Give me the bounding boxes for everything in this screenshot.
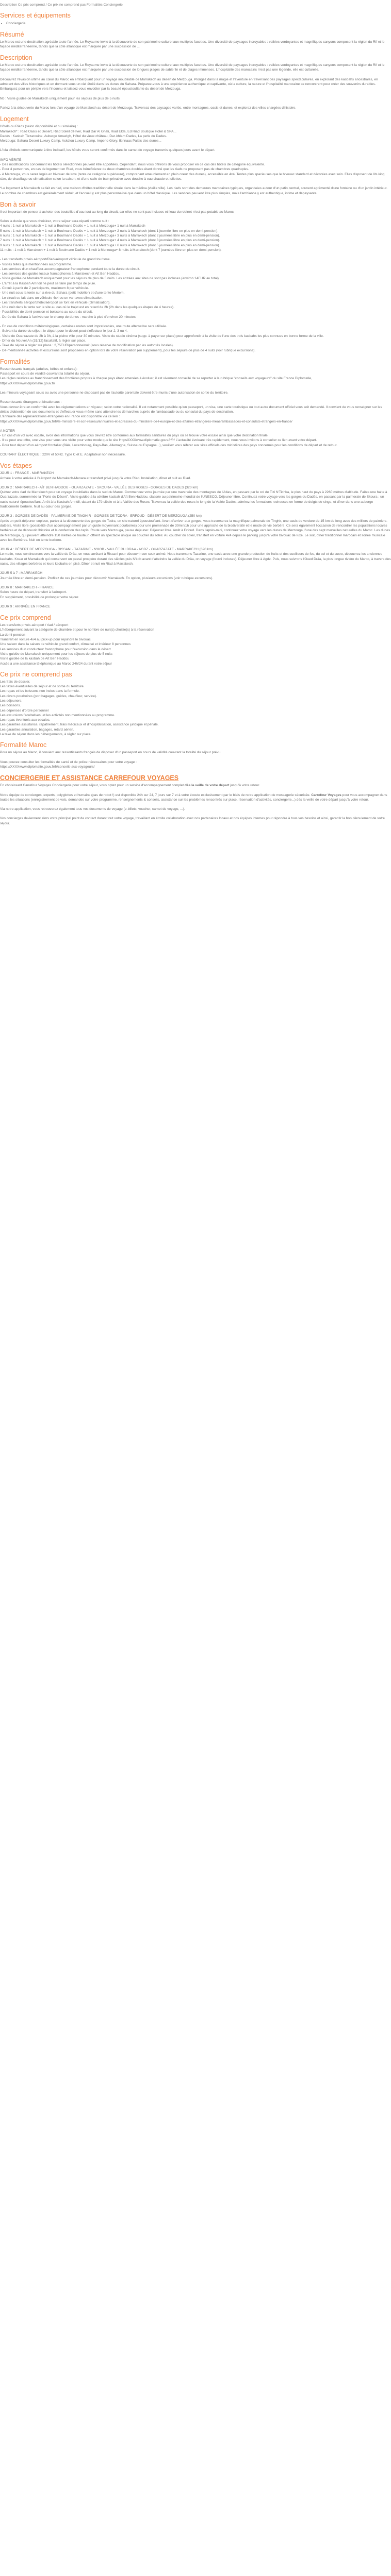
description-paragraph: Partez à la découverte du Maroc lors d'un voyage de Marrakech au désert de Merzouga. Traversez des paysages variés, entre montagnes, oasis et dunes, et explorez des villes chargées d'histoire. [0,106,297,110]
list-item: Les repas et les boissons non inclus dans la formule. [0,689,80,693]
list-item: Les divers pourboires (port bagages, guides, chauffeur, service). [0,694,97,698]
service-item: • Conciergerie [6,21,391,26]
services-list [6,21,391,26]
list-item: Visite guidée de la kasbah de Aït Ben Haddou [0,657,70,661]
description-paragraph: Le Maroc est une destination agréable toute l'année. Le Royaume invite à la découverte de son patrimoine culturel aux multiples facettes. Une diversité de paysages incroyables : vallées verdoyantes et magnifiques canyons composent la région du Rif et le façade méditerranéenne, tandis que la côte atlantique est marquée par une succession de longues plages de sable fin et de plages immenses. L'hospitalité des marocains n'est pas une légende, elle est culturelle. [0,63,385,72]
day-text: Après un petit-déjeuner copieux, partez à la découverte des gorges de Todra, un site naturel époustouflant. Avant d'arriver aux gorges, vous traverserez la magnifique palmeraie de Tinghir, une oasis de verdure de 15 km de long avec des milliers de palmiers-dattiers. Visite libre (possibilité d'un accompagnement par un guide moyennant pourboires) pour une promenade de 30min/1h pour une approche de la biodiversité et le mode de vie berbère. Ce sera également l'occasion de rencontrer les populations locales berbères et de découvrir l'histoire et la confection des tapis. Route vers Merzouga, pause déjeuner. Déjeuner libre. Arrêt à Erfoud. Dans l'après-midi, continuez votre voyage vers les dunes de Merzouga, l'une des sept merveilles naturelles du Maroc. Les dunes de Merzouga, qui peuvent atteindre 150 mètres de hauteur, offrent un spectacle unique au coucher du soleil. Au coucher du soleil, transfert en voiture 4x4 depuis le parking jusqu'à votre bivouac de luxe. Le soir, dîner traditionnel marocain et soirée musicale avec les Berbères. Nuit en tente berbère. [0,519,390,542]
bon-a-savoir-paragraph: Il est important de penser à acheter des bouteilles d'eau tout au long du circuit, car elles ne sont pas incluses et l'eau du robinet n'est pas potable au Maroc. [0,210,235,214]
day-text: Selon heure de départ, transfert à l'aéroport. En supplément, possibilité de prolonger votre séjour. [0,590,79,599]
services-title: Services et équipements [0,12,71,20]
bon-a-savoir-paragraph: - Les transferts privés aéroport/Riad/aéroport véhicule de grand tourisme. - Visites telles que mentionnées au programme. - Les services d'un chauffeur-accompagnateur francophone pendant toute la durée du circuit. - Les services des guides locaux francophones à Marrakech et Aït Ben Haddou. - Visite guidée de Marrakech uniquement pour les séjours de plus de 5 nuits. Les entrées aux sites ne sont pas incluses (environ 14EUR au total) - L'arrêt à la Kasbah Amridil ne peut se faire par temps de pluie. - Circuit à partir de 2 participants, maximum 8 par véhicule. - Une nuit sous la tente sur la rive du Sahara (petit mobilier) et d'une tente Meriem. - Le circuit se fait dans un véhicule 4x4 ou un van avec climatisation. - Les transferts aéroport/hôtel/aéroport se font en véhicule (climatisation). - Une nuit dans la tente sur le site au cas où le trajet est en retard de 2h (2h dans les quelques étapes de 4 heures). - Possibilités de demi-pension et boissons au cours du circuit. - Durée du Sahara à l'arrivée sur le champ de dunes : marche à pied d'environ 20 minutes. [0,258,219,319]
logement-paragraph: *Le logement à Marrakech se fait en riad, une maison d'hôtes traditionnelle située dans la médina (vieille ville). Les riads sont des demeures marocaines typiques, organisées autour d'un patio central, souvent agrémenté d'une fontaine ou d'un jardin intérieur. Le nombre de chambres est généralement réduit, et l'accueil y est plus personnalisé que dans un hôtel classique. Les services peuvent être plus simples, mais l'ambiance y est authentique, intime et dépaysante. [0,187,387,195]
day-text: Quittez votre riad de Marrakech pour un voyage inoubliable dans le sud du Maroc. Commencez votre journée par une traversée des montagnes de l'Atlas, en passant par le col de Tizi N'Tichka, le plus haut du pays à 2260 mètres d'altitude. Faites une halte à Ouarzazate, surnommée la "Porte du Désert". Visite guidée à la célèbre kasbah d'Aït Ben Haddou, classée au patrimoine mondial de l'UNESCO. Déjeuner libre. Continuez votre voyage vers les gorges du Dadès, en passant par la palmeraie de Skoura ; un oasis naturel époustouflant. Arrêt à la Kasbah Amridil, datant du 17è siècle et à la Vallée des Roses. Traversez la vallée des roses le long de la Vallée Dadès, admirez les formations rocheuses en forme de doigts de singe, et dîner dans une auberge traditionnelle berbère. Nuit au cœur des gorges. [0,490,387,509]
formalites-paragraph: Ressortissants étrangers et binationaux : Vous devrez être en conformité avec les réglementations en vigueur, selon votre nationalité. Il est notamment possible qu'un passeport, un visa, une carte touristique ou tout autre document officiel vous soit demandé. Il convient de vous renseigner sur les délais d'obtention de ces documents et d'effectuer vous-même sans attendre les démarches auprès de l'ambassade ou du consulat du pays de destination. L'annuaire des représentations étrangères en France est disponible via ce lien : https://XXXXwww.diplomatie.gouv.fr/fr/le-ministere-et-son-reseau/annuaires-et-adresses-du-ministere-de-l-europe-et-des-affaires-etrangeres-meae/ambassades-et-consulats-etrangers-en-france/ [0,400,382,423]
conciergerie-paragraph [0,783,391,788]
formalite-maroc-title: Formalité Maroc [0,741,47,749]
vos-etapes-title: Vos étapes [0,462,32,470]
formalites-title: Formalités [0,358,30,365]
day-heading: JOUR 9 : ARRIVÉE EN FRANCE [0,604,51,608]
bon-a-savoir-title: Bon à savoir [0,200,36,208]
day-text: Le matin, nous continuerons vers la vallée du Drâa, en vous arrêtant à Rissani pour découvrir son souk animé. Nous traversons Tazarine, une oasis avec une grande production de fruits et des cueilleurs de foc, du sel et du sucre, découvrez les anciennes kasbahs. Kssar et Marrakech qui conservent un passé prospère durant des siècles puis N'kob avant d'atteindre la vallée du Drâa, on voyage (fourni incluses). Déjeuner libre à Agdz. Puis, nous suivrons l'Oued Drâa, la plus longue rivière du Maroc, à travers des oasis, des villages berbères et leurs ksobahs en pisé. Dîner et nuit en Riad à Marrakech. [0,552,391,566]
ce-prix-comprend-title: Ce prix comprend [0,614,51,622]
bon-a-savoir-paragraph: - En cas de conditions météorologiques, certaines routes sont impraticables, une route alternative sera utilisée. - Suivant la durée du séjour, le départ pour le désert peut s'effectuer le jour 2, 3 ou 4. - Visite de Ouarzazate de 2h à 3h, à la pleine ville pour 30 minutes. Visite du studio cinéma (supp. à payer sur place) pour approfondir à la visite de l'une des trois kasbahs les plus connues en bonne forme de la ville. - Dîner du Nouvel An (31/12) facultatif, à régler sur place. - Taxe de séjour à régler sur place : 2,75EUR/personne/nuit (sous réserve de modification par les autorités locales). - Dé-mentionnée activités et excursions sont proposées en option lors de votre réservation (en supplément), pour les séjours de plus de 4 nuits (voir rubrique excursions). [0,325,324,352]
formalite-maroc-paragraph: Vous pouvez consulter les formalités de santé et de police nécessaires pour votre voyage : https://XXXXwww.diplomatie.gouv.fr/fr/conseils-aux-voyageurs/ [0,760,137,769]
list-item: Les boissons. [0,704,21,708]
conciergerie-text: pour vous accompagner dans toutes les situations (enregistrement de vols, demandes sur votre programme, renseignements & conseils, assistance sur les problèmes rencontrés sur place, réservation d'activités, conciergerie...) dès la veille de votre départ jusqu'à votre retour. [0,793,387,802]
day-block [0,485,391,509]
conciergerie-paragraph [0,793,391,803]
day-heading: JOUR 1 : FRANCE - MARRAKECH [0,471,54,476]
list-item: Les taxes éventuelles de séjour et de sortie du territoire. [0,685,85,689]
formalites-paragraph: A NOTER - En cas d'un vol avec escale, avoir des informations que vous devrez être conformes aux formalités sanitaires du pays où se trouve votre escale ainsi que votre destination finale. - Il se peut une offre, une visa pour vous une visite pour votre mode que le site HttpsXXXXwww.diplomatie.gouv.fr/fr/ L'actualité évoluant très rapidement, nous vous invitons à consulter ce lien avant votre départ. - Pour tout départ d'un aéroport frontalier (Bâle, Luxembourg, Pays-Bas, Allemagne, Suisse ou Espagne...), veuillez vous référer aux sites officiels des ministères des pays concernés pour les conditions de départ et de retour. [0,429,337,447]
ce-prix-comprend-list [0,623,391,666]
day-text: Arrivée à votre arrivée à l'aéroport de Marrakech-Menara et transfert privé jusqu'à votre Riad. Installation, dîner et nuit au Riad. [0,476,191,480]
description-note: Nb : Visite guidée de Marrakech uniquement pour les séjours de plus de 5 nuits [0,96,120,100]
list-item: Les excursions facultatives, et les activités non mentionnées au programme. [0,713,115,717]
ce-prix-ne-comprend-pas-list [0,680,391,737]
day-block [0,514,391,543]
logement-paragraph: L'Icla d'hôtels communiquée à titre indicatif, les hôtels vous seront confirmés dans le carnet de voyage transmis quelques jours avant le départ. [0,148,216,152]
tab-links[interactable]: Description Ce prix comprend / Ce prix ne comprend pas Formalités Conciergerie [0,3,123,7]
list-item: Les déjeuners. [0,699,23,703]
list-item: Les dépenses d'ordre personnel [0,708,49,713]
day-heading: JOUR 5 à 7 : MARRAKECH [0,571,43,575]
conciergerie-text: jusqu'à votre retour. [229,784,260,788]
bon-a-savoir-paragraph: Selon la durée que vous choisirez, votre séjour sera réparti comme suit : 4 nuits : 1 nuit à Marrakech + 1 nuit à Boulmane Dadès + 1 nuit à Merzouga+ 1 nuit à Marrakech 5 nuits : 1 nuit à Marrakech + 1 nuit à Boulmane Dadès + 1 nuit à Merzouga+ 2 nuits à Marrakech (dont 1 journée libre en plus en demi-pension). 6 nuits : 1 nuit à Marrakech + 1 nuit à Boulmane Dadès + 1 nuit à Merzouga+ 3 nuits à Marrakech (dont 2 journées libre en plus en demi-pension). 7 nuits : 1 nuit à Marrakech + 1 nuit à Boulmane Dadès + 1 nuit à Merzouga+ 4 nuits à Marrakech (dont 3 journées libre en plus en demi-pension). 9 nuits : 1 nuit à Marrakech + 1 nuit à Boulmane Dadès + 1 nuit à Merzouga+ 6 nuits à Marrakech (dont 5 journées libre en plus en demi-pension). 11 nuits : 1 nuit à Marrakech + 1 nuit à Boulmane Dadès + 1 nuit à Merzouga+ 8 nuits à Marrakech (dont 7 journées libre en plus en demi-pension). [0,219,222,252]
formalites-paragraph: Les mineurs voyageant seuls ou avec une personne ne disposant pas de l'autorité parentale doivent être munis d'une autorisation de sortie du territoire. [0,391,229,395]
ce-prix-ne-comprend-pas-title: Ce prix ne comprend pas [0,670,72,678]
day-text: Journée libre en demi-pension. Profitez de ces journées pour découvrir Marrakech. En option, plusieurs excursions (voir rubrique excursions). [0,576,214,580]
list-item: La taxe de séjour dans les hébergements, à régler sur place. [0,733,92,737]
conciergerie-title: CONCIERGERIE ET ASSISTANCE CARREFOUR VOYAGES [0,774,179,782]
day-heading: JOUR 8 : MARRAKECH - FRANCE [0,585,54,589]
logement-paragraph: Hôtels ou Riads (selon disponibilité et ou similaire) : Marrakech* : Riad Oasis et Desert, Riad Soleil d'Hiver, Riad Dar Al Ghali, Riad Elda, Ed Riad Boutique Hotel & SPA... Dadès : Kasbah Tizzarouine, Auberge Amazigh, Hôtel du vieux château, Dar Ahlam Dades, La perle du Dades. Merzouga: Sahara Desert Luxury Camp, Ackdiou Luxury Camp, Imperio Glory, Iltinnaas Palais des dunes... [0,125,176,143]
day-heading: JOUR 4 : DÉSERT DE MERZOUGA - RISSANI - TAZARINE - N'KOB - VALLÉE DU DRAA - AGDZ - OUARZAZATE - MARRAKECH (620 km) [0,548,213,552]
day-block [0,547,391,566]
day-block [0,571,391,581]
conciergerie-paragraph: Via notre application, vous retrouverez également tous vos documents de voyage (e-billets, voucher, carnet de voyage, ...). [0,807,185,811]
list-item: Les repas éventuels aux escales. [0,718,51,722]
day-block [0,604,391,609]
list-item: Les frais de dossier. [0,680,30,684]
conciergerie-emphasis: Carrefour Voyages [311,793,341,797]
resume-paragraph: Le Maroc est une destination agréable toute l'année. Le Royaume invite à la découverte de son patrimoine culturel aux multiples facettes. Une diversité de paysages incroyables : vallées verdoyantes et magnifiques canyons composent la région du Rif et le façade méditerranéenne, tandis que la côte atlantique est marquée par une succession de ... [0,40,385,48]
conciergerie-paragraph: Vos concierges deviennent alors votre principal point de contact durant tout votre voyage, travaillant en étroite collaboration avec nos partenaires locaux et nos équipes internes pour répondre à tous vos besoins et ainsi, garantir la bon déroulement de votre séjour. [0,817,385,825]
list-item: Les services d'un conducteur francophone pour l'excursion dans le désert [0,647,111,651]
day-block [0,471,391,481]
list-item: Transfert en voiture 4x4 au pick-up pour rejoindre le bivouac [0,638,91,642]
page [0,3,391,826]
formalites-paragraph: Ressortissants français (adultes, bébés et enfants): Passeport en cours de validité couvrant la totalité du séjour. Les règles relatives au franchissement des frontières propres à chaque pays étant amenées à évoluer, il est vivement conseillé de se reporter à la rubrique "conseils aux voyageurs" du site France Diplomatie, https://XXXXwww.diplomatie.gouv.fr/ [0,367,313,385]
conciergerie-emphasis: dès la veille de votre départ [184,784,230,788]
day-heading: JOUR 3 : GORGES DE DADÈS - PALMERAIE DE TINGHIR - GORGES DE TODRA - ERFOUD - DÉSERT DE MERZOUGA (250 km) [0,514,202,518]
list-item: L'hébergement suivant la catégorie de chambre et pour le nombre de nuit(s) choisie(s) à la réservation [0,628,154,632]
formalites-paragraph: COURANT ÉLECTRIQUE : 220V et 50Hz. Type C et E. Adaptateur non nécessaire. [0,453,126,456]
list-item: Accès à une assistance téléphonique au Maroc 24h/24 durant votre séjour [0,662,112,666]
conciergerie-text: En choisissant Carrefour Voyages Conciergerie pour votre séjour, vous optez pour un service d'accompagnement complet [0,784,185,788]
resume-title: Résumé [0,30,24,38]
description-paragraph: Découvrez l'évasion ultime au cœur du Maroc en embarquant pour un voyage inoubliable de Marrakech au désert de Merzouga. Plongez dans la magie et l'aventure en traversant des paysages spectaculaires, en explorant des kasbahs ancestrales, en admirant des villes historiques et en dormant sous un ciel étoilé dans les dunes du Sahara. Préparez-vous à une expérience authentique et captivante, où la culture, la nature et l'hospitalité marocaine se rencontrent pour créer des souvenirs durables. Embarquez pour un périple vers l'inconnu et laissez-vous envoûter par la beauté époustouflante du désert de Merzouga. [0,77,378,91]
list-item: Visite guidée de Marrakech uniquement pour les séjours de plus de 5 nuits [0,652,112,656]
list-item: Les garanties assistance, rapatriement, frais médicaux et d'hospitalisation, assistance juridique et pénale. [0,723,159,727]
list-item: Les transferts privés aéroport / riad / aéroport [0,623,69,628]
list-item: Une saison dans la saison de véhicule grand confort, climatisé et intérieur 8 personnes [0,642,131,647]
conciergerie-text: Notre équipe de concierges, experts, polyglottes et humains (pas de robot !) est disponible 24h sur 24, 7 jours sur 7 et à votre écoute exclusivement par le biais de notre application de messagerie sécurisée. [0,793,312,797]
list-item: Les garanties annulation, bagages, retard aérien. [0,727,74,732]
day-block [0,585,391,600]
list-item: La demi-pension [0,633,25,637]
description-title: Description [0,54,32,62]
day-heading: JOUR 2 : MARRAKECH - AÏT BEN HADDOU - OUARZAZATE - SKOURA - VALLÉE DES ROSES - GORGES DE DADES (320 km) [0,485,199,489]
logement-paragraph: INFO VÉRITÉ - Des modifications concernant les hôtels sélectionnés peuvent être apportées. Cependant, nous vous offrirons de vous proposer en ce cas des hôtels de catégorie équivalente. - Pour 4 personnes, en cas de logement en Riad, vous bénéficierez de deux chambres doubles étant donné que les riads ne proposent pas de chambres quadruples. - A Merzouga, vous serez logés en bivouac de luxe (tente de catégorie supérieure), comprenant ameublement en plein coeur des dunes), accessible en 4x4. Tentes plus spacieuses que le bivouac standard et décorées avec soin. Elles disposent de lits king size, de chauffage ou climatisation selon la saison, et d'une salle de bain privative avec douche à eau chaude et toilettes. [0,158,385,181]
formalite-maroc-paragraph: Pour un séjour au Maroc, il convient aux ressortissants français de disposer d'un passeport en cours de validité couvrant la totalité du séjour prévu. [0,751,221,755]
logement-title: Logement [0,115,29,123]
